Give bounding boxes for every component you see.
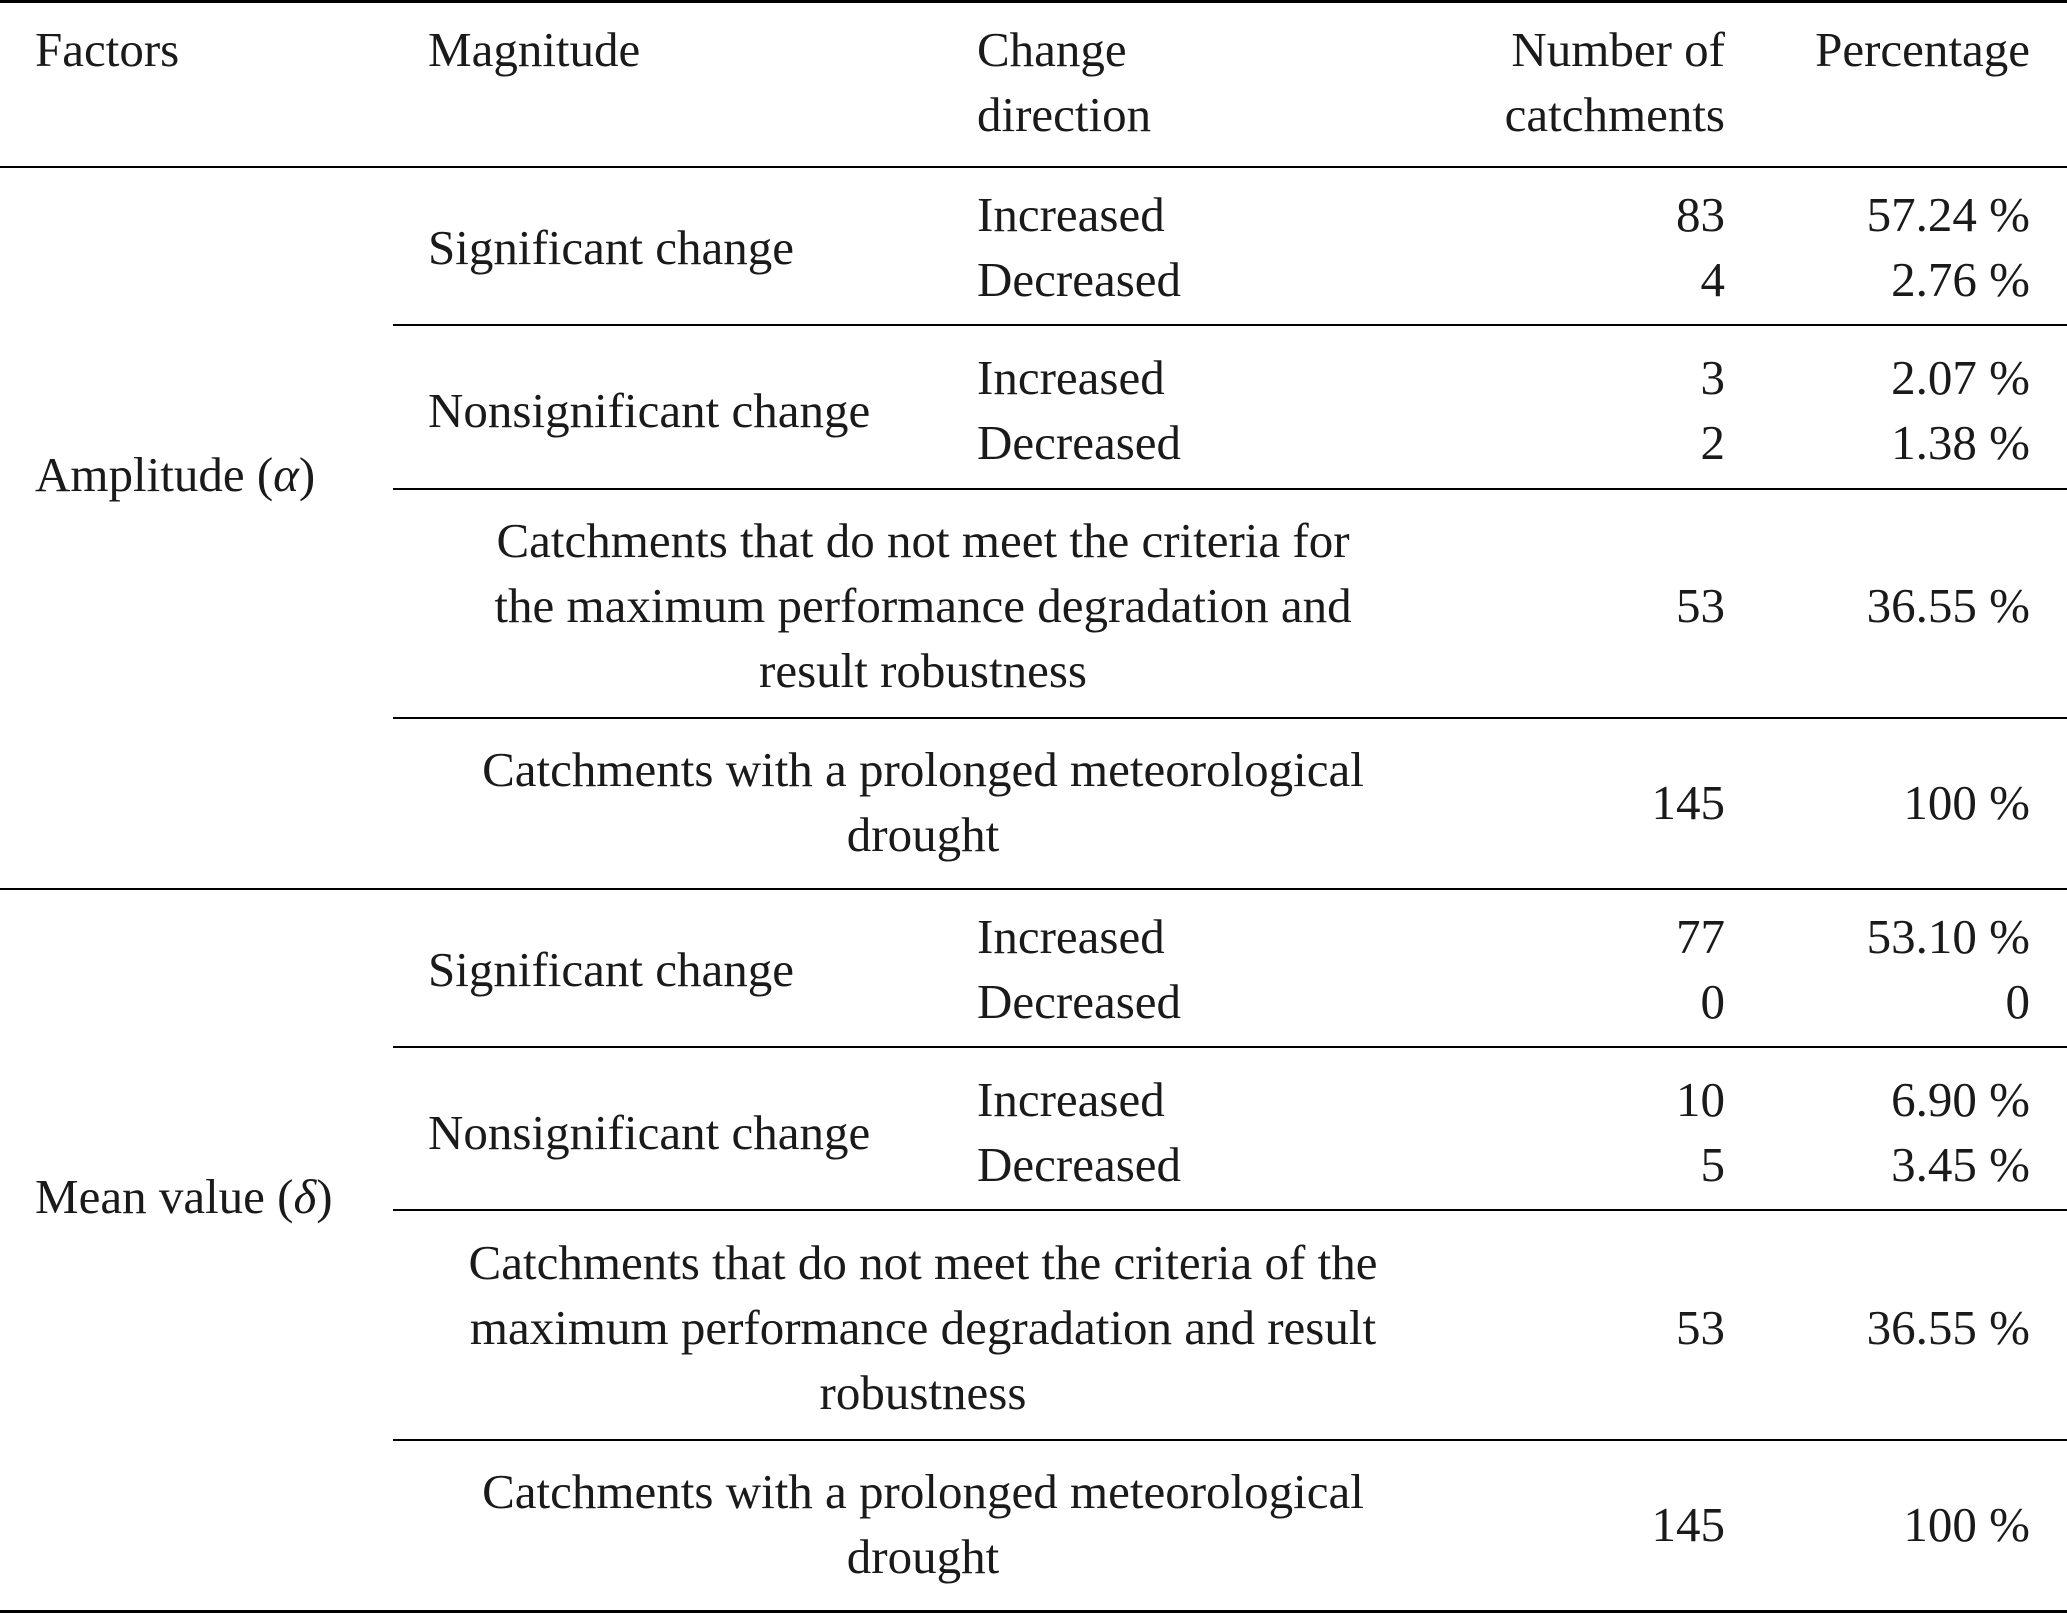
percent-cell: 0 <box>2005 974 2030 1029</box>
count-cell: 4 <box>1700 252 1725 307</box>
top-rule <box>0 0 2067 3</box>
direction-cell: Increased <box>977 350 1165 405</box>
percent-cell: 2.76 % <box>1891 252 2030 307</box>
percent-cell: 3.45 % <box>1891 1137 2030 1192</box>
factor-symbol: δ <box>293 1169 317 1224</box>
count-cell: 2 <box>1700 415 1725 470</box>
percent-cell: 1.38 % <box>1891 415 2030 470</box>
direction-cell: Increased <box>977 187 1165 242</box>
total-note: drought <box>846 1529 1000 1584</box>
header-factors: Factors <box>35 22 180 77</box>
total-note: Catchments with a prolonged meteorological <box>482 742 1364 797</box>
count-cell: 53 <box>1676 578 1725 633</box>
direction-cell: Decreased <box>977 252 1182 307</box>
criteria-note: robustness <box>819 1365 1027 1420</box>
group-rule <box>0 888 2067 890</box>
total-note: drought <box>846 807 1000 862</box>
header-rule <box>0 166 2067 168</box>
direction-cell: Decreased <box>977 1137 1182 1192</box>
direction-cell: Increased <box>977 909 1165 964</box>
count-cell: 53 <box>1676 1300 1725 1355</box>
count-cell: 3 <box>1700 350 1725 405</box>
count-cell: 5 <box>1700 1137 1725 1192</box>
header-magnitude: Magnitude <box>428 22 641 77</box>
magnitude-label: Significant change <box>428 942 795 997</box>
count-cell: 10 <box>1676 1072 1725 1127</box>
percent-cell: 100 % <box>1903 1497 2030 1552</box>
header-change-direction: direction <box>977 87 1152 142</box>
percent-cell: 57.24 % <box>1866 187 2030 242</box>
criteria-note: Catchments that do not meet the criteria of the <box>468 1235 1378 1290</box>
row-divider <box>393 717 2067 719</box>
count-cell: 0 <box>1700 974 1725 1029</box>
direction-cell: Decreased <box>977 974 1182 1029</box>
criteria-note: result robustness <box>759 643 1087 698</box>
row-divider <box>393 1046 2067 1048</box>
count-cell: 145 <box>1651 775 1725 830</box>
factor-symbol: α <box>273 447 299 502</box>
header-number: catchments <box>1504 87 1725 142</box>
row-divider <box>393 1209 2067 1211</box>
bottom-rule <box>0 1610 2067 1613</box>
magnitude-label: Nonsignificant change <box>428 383 871 438</box>
count-cell: 77 <box>1676 909 1725 964</box>
factor-label: Amplitude (α) <box>35 447 316 502</box>
direction-cell: Increased <box>977 1072 1165 1127</box>
magnitude-label: Nonsignificant change <box>428 1105 871 1160</box>
criteria-note: Catchments that do not meet the criteria for <box>496 513 1350 568</box>
factor-label: Mean value (δ) <box>35 1169 333 1224</box>
count-cell: 83 <box>1676 187 1725 242</box>
percent-cell: 6.90 % <box>1891 1072 2030 1127</box>
percent-cell: 36.55 % <box>1866 1300 2030 1355</box>
row-divider <box>393 488 2067 490</box>
count-cell: 145 <box>1651 1497 1725 1552</box>
percent-cell: 36.55 % <box>1866 578 2030 633</box>
magnitude-label: Significant change <box>428 220 795 275</box>
header-change-direction: Change <box>977 22 1127 77</box>
header-number: Number of <box>1511 22 1725 77</box>
row-divider <box>393 1439 2067 1441</box>
header-percentage: Percentage <box>1815 22 2030 77</box>
direction-cell: Decreased <box>977 415 1182 470</box>
criteria-note: the maximum performance degradation and <box>494 578 1352 633</box>
criteria-note: maximum performance degradation and result <box>469 1300 1377 1355</box>
percent-cell: 2.07 % <box>1891 350 2030 405</box>
percent-cell: 100 % <box>1903 775 2030 830</box>
row-divider <box>393 324 2067 326</box>
percent-cell: 53.10 % <box>1866 909 2030 964</box>
total-note: Catchments with a prolonged meteorological <box>482 1464 1364 1519</box>
